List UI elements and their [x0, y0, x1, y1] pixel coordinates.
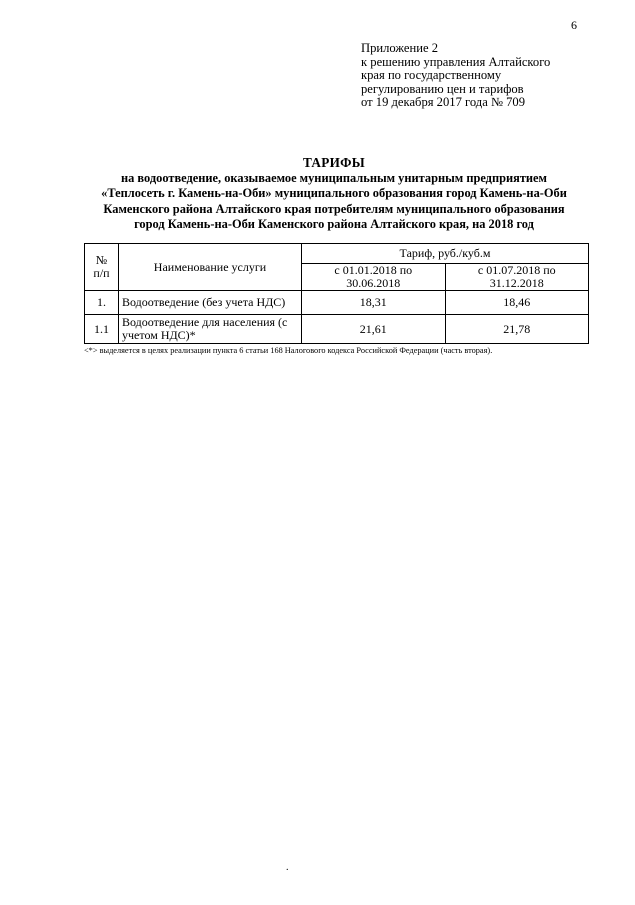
appendix-line: от 19 декабря 2017 года № 709	[361, 95, 526, 110]
appendix-line: регулированию цен и тарифов	[361, 81, 524, 96]
title-line: Каменского района Алтайского края потребителям муниципального образования	[103, 201, 565, 216]
header-number	[85, 244, 119, 291]
title-main: ТАРИФЫ	[302, 155, 366, 170]
appendix-line: к решению управления Алтайского	[361, 54, 551, 69]
cell-tariff-period-2: 18,46	[445, 291, 589, 315]
header-number-text: № п/п	[93, 253, 110, 280]
bottom-mark: .	[286, 862, 289, 873]
appendix-line: края по государственному	[361, 68, 502, 83]
page-number: 6	[571, 18, 577, 32]
cell-number: 1.1	[85, 315, 119, 344]
header-service: Наименование услуги	[119, 244, 302, 291]
table-header-row	[85, 244, 589, 264]
header-period-2-text: с 01.07.2018 по 31.12.2018	[477, 263, 556, 290]
cell-tariff-period-2: 21,78	[445, 315, 589, 344]
table-row	[85, 315, 589, 344]
cell-service: Водоотведение для населения (с учетом НДС)*	[119, 315, 302, 344]
appendix-reference	[361, 42, 550, 110]
title-line: город Камень-на-Оби Каменского района Алтайского края, на 2018 год	[134, 217, 534, 232]
cell-number: 1.	[85, 291, 119, 315]
cell-tariff-period-1: 18,31	[302, 291, 446, 315]
header-period-1-text: с 01.01.2018 по 30.06.2018	[334, 263, 413, 290]
table-row	[85, 291, 589, 315]
cell-tariff-period-1: 21,61	[302, 315, 446, 344]
header-period-1	[302, 264, 446, 291]
tariff-table	[84, 243, 589, 344]
header-tariff: Тариф, руб./куб.м	[302, 244, 589, 264]
title-line: «Теплосеть г. Камень-на-Оби» муниципального образования город Камень-на-Оби	[101, 186, 567, 201]
cell-service: Водоотведение (без учета НДС)	[119, 291, 302, 315]
title-line: на водоотведение, оказываемое муниципальным унитарным предприятием	[121, 170, 547, 185]
header-period-2	[445, 264, 589, 291]
document-title	[60, 155, 608, 233]
appendix-line: Приложение 2	[361, 41, 439, 55]
footnote: <*> выделяется в целях реализации пункта 6 статьи 168 Налогового кодекса Российской Федерации (часть вторая).	[84, 346, 493, 355]
